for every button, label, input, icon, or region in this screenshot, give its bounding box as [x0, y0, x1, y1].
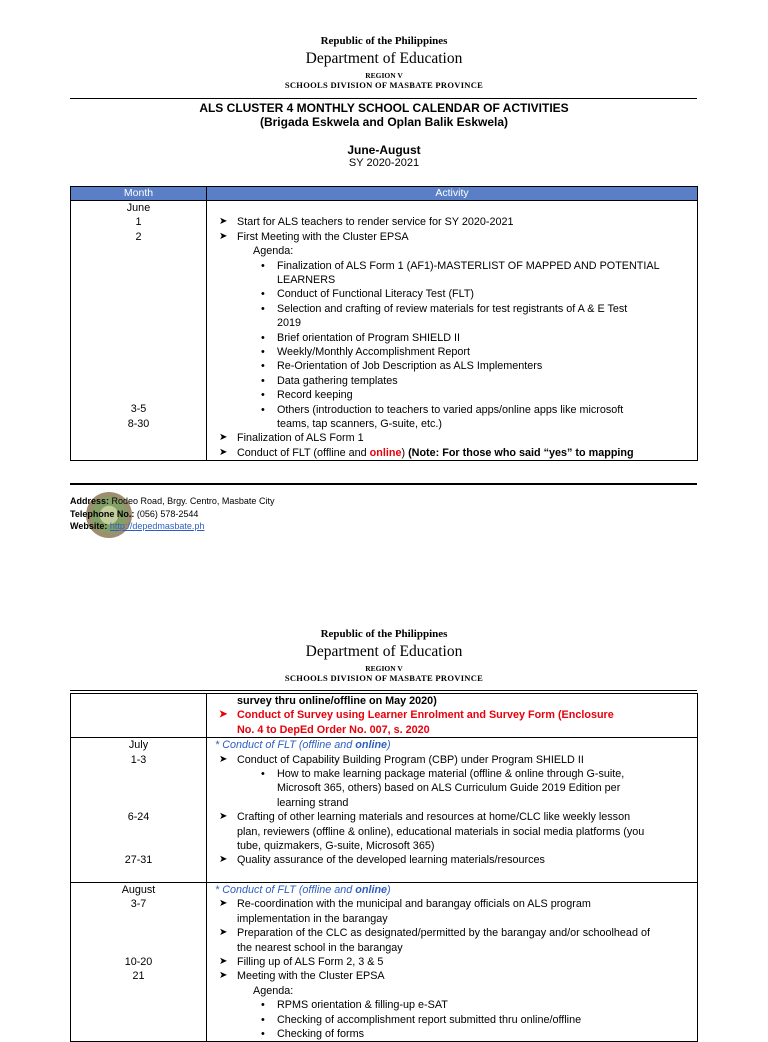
header-region: REGION V: [365, 664, 403, 673]
agenda-item: • Others (introduction to teachers to varied apps/online apps like microsoft: [207, 403, 691, 417]
telephone-label: Telephone No.:: [70, 508, 135, 519]
activity-item: ➤ Finalization of ALS Form 1: [207, 431, 691, 445]
date-label: 27-31: [124, 854, 153, 867]
activity-item-cont: No. 4 to DepEd Order No. 007, s. 2020: [237, 723, 430, 736]
agenda-item-cont: 2019: [277, 317, 302, 330]
activity-item: ➤ Conduct of Survey using Learner Enrolment and Survey Form (Enclosure: [207, 708, 691, 722]
month-label: August: [121, 883, 156, 896]
table-row: [71, 694, 698, 738]
activities-table-continued: [70, 693, 698, 1042]
sub-item: • How to make learning package material (offline & online through G-suite,: [207, 767, 691, 781]
flt-text: ): [387, 739, 391, 752]
month-cell: [71, 694, 207, 738]
footer: [70, 495, 274, 533]
header-rule: [70, 690, 697, 691]
online-highlight: online: [355, 883, 388, 896]
date-label: 8-30: [127, 417, 150, 430]
flt-note: [207, 738, 691, 752]
address-label: Address:: [70, 496, 110, 506]
activity-item: ➤ First Meeting with the Cluster EPSA: [207, 230, 691, 244]
activity-item: ➤ Conduct of Capability Building Program (CBP) under Program SHIELD II: [207, 753, 691, 767]
website-label: Website:: [70, 521, 108, 531]
asterisk: *: [215, 883, 223, 896]
month-cell: [71, 738, 207, 883]
website-link[interactable]: http://depedmasbate.ph: [109, 521, 205, 531]
activity-item: [207, 446, 691, 460]
activity-item: ➤ Preparation of the CLC as designated/permitted by the barangay and/or schoolhead of: [207, 926, 691, 940]
activity-cell: [207, 882, 698, 1041]
header-republic: Republic of the Philippines: [320, 35, 448, 47]
agenda-item: • Brief orientation of Program SHIELD II: [207, 331, 691, 345]
school-year: SY 2020-2021: [348, 157, 420, 169]
calendar-period: June-August: [347, 143, 421, 157]
agenda-item: • Re-Orientation of Job Description as ALS Implementers: [207, 359, 691, 373]
activity-item-cont: tube, quizmakers, G-suite, Microsoft 365): [237, 840, 435, 853]
footer-rule: [70, 483, 697, 485]
activity-item: ➤ Filling up of ALS Form 2, 3 & 5: [207, 955, 691, 969]
flt-note: [207, 883, 691, 897]
calendar-title: ALS CLUSTER 4 MONTHLY SCHOOL CALENDAR OF ACTIVITIES: [199, 101, 569, 115]
month-cell: [71, 882, 207, 1041]
agenda-item-cont: LEARNERS: [277, 274, 336, 287]
online-highlight: online: [355, 739, 388, 752]
activity-cell: [207, 738, 698, 883]
flt-text: ): [387, 883, 391, 896]
activity-item: ➤ Crafting of other learning materials and resources at home/CLC like weekly lesson: [207, 810, 691, 824]
flt-text: Conduct of FLT (offline and: [222, 883, 356, 896]
activity-item-cont: survey thru online/offline on May 2020): [237, 695, 437, 707]
header-division: SCHOOLS DIVISION OF MASBATE PROVINCE: [284, 673, 484, 683]
header-rule: [70, 98, 697, 99]
header-department: Department of Education: [305, 643, 463, 660]
header-division: SCHOOLS DIVISION OF MASBATE PROVINCE: [284, 80, 484, 90]
agenda-item: • Finalization of ALS Form 1 (AF1)-MASTERLIST OF MAPPED AND POTENTIAL: [207, 259, 691, 273]
table-row: [71, 882, 698, 1041]
activity-item-cont: plan, reviewers (offline & online), educational materials in social media platforms (you: [237, 825, 645, 838]
col-month-header: Month: [71, 187, 207, 201]
table-row: [71, 738, 698, 883]
date-label: 1: [135, 216, 142, 229]
agenda-item: • Conduct of Functional Literacy Test (FLT): [207, 287, 691, 301]
table-row: [71, 201, 698, 461]
header-republic: Republic of the Philippines: [320, 628, 448, 640]
activity-item: ➤ Meeting with the Cluster EPSA: [207, 969, 691, 983]
agenda-item: • RPMS orientation & filling-up e-SAT: [207, 998, 691, 1012]
date-label: 6-24: [127, 811, 150, 823]
table-header-row: [71, 187, 698, 201]
agenda-item-cont: teams, tap scanners, G-suite, etc.): [277, 418, 443, 431]
header-department: Department of Education: [305, 50, 463, 67]
activity-item-cont: implementation in the barangay: [237, 912, 388, 925]
calendar-subtitle: (Brigada Eskwela and Oplan Balik Eskwela): [259, 115, 509, 129]
date-label: 21: [132, 970, 145, 983]
header-region: REGION V: [365, 71, 403, 80]
month-label: June: [126, 202, 151, 214]
telephone-value: (056) 578-2544: [136, 508, 199, 519]
date-label: 3-5: [130, 403, 147, 416]
asterisk: *: [215, 739, 223, 752]
agenda-item: • Checking of accomplishment report submitted thru online/offline: [207, 1013, 691, 1027]
activity-item: ➤ Quality assurance of the developed learning materials/resources: [207, 853, 691, 867]
activities-table: [70, 186, 698, 461]
online-highlight: online: [369, 446, 402, 459]
activity-cell: [207, 694, 698, 738]
agenda-label: Agenda:: [253, 245, 294, 258]
flt-text: Conduct of FLT (offline and: [222, 739, 356, 752]
activity-cell: [207, 201, 698, 461]
activity-note: (Note: For those who said “yes” to mapping: [408, 446, 634, 459]
date-label: 2: [135, 230, 142, 243]
date-label: 1-3: [130, 753, 147, 766]
activity-text: ): [401, 446, 409, 459]
month-label: July: [128, 739, 149, 752]
month-cell: [71, 201, 207, 461]
agenda-label: Agenda:: [253, 984, 294, 997]
col-activity-header: Activity: [207, 187, 698, 201]
activity-item: ➤ Re-coordination with the municipal and barangay officials on ALS program: [207, 897, 691, 911]
address-value: Rodeo Road, Brgy. Centro, Masbate City: [111, 496, 275, 506]
agenda-item: • Record keeping: [207, 388, 691, 402]
date-label: 10-20: [124, 955, 153, 968]
agenda-item: • Data gathering templates: [207, 374, 691, 388]
activity-item: ➤ Start for ALS teachers to render service for SY 2020-2021: [207, 215, 691, 229]
activity-item-cont: the nearest school in the barangay: [237, 941, 403, 954]
date-label: 3-7: [130, 898, 147, 911]
activity-text: Conduct of FLT (offline and: [237, 446, 370, 459]
agenda-item: • Selection and crafting of review materials for test registrants of A & E Test: [207, 302, 691, 316]
agenda-item: • Weekly/Monthly Accomplishment Report: [207, 345, 691, 359]
agenda-item: • Checking of forms: [207, 1027, 691, 1041]
sub-item-cont: Microsoft 365, others) based on ALS Curriculum Guide 2019 Edition per: [277, 782, 621, 795]
sub-item-cont: learning strand: [277, 796, 349, 809]
